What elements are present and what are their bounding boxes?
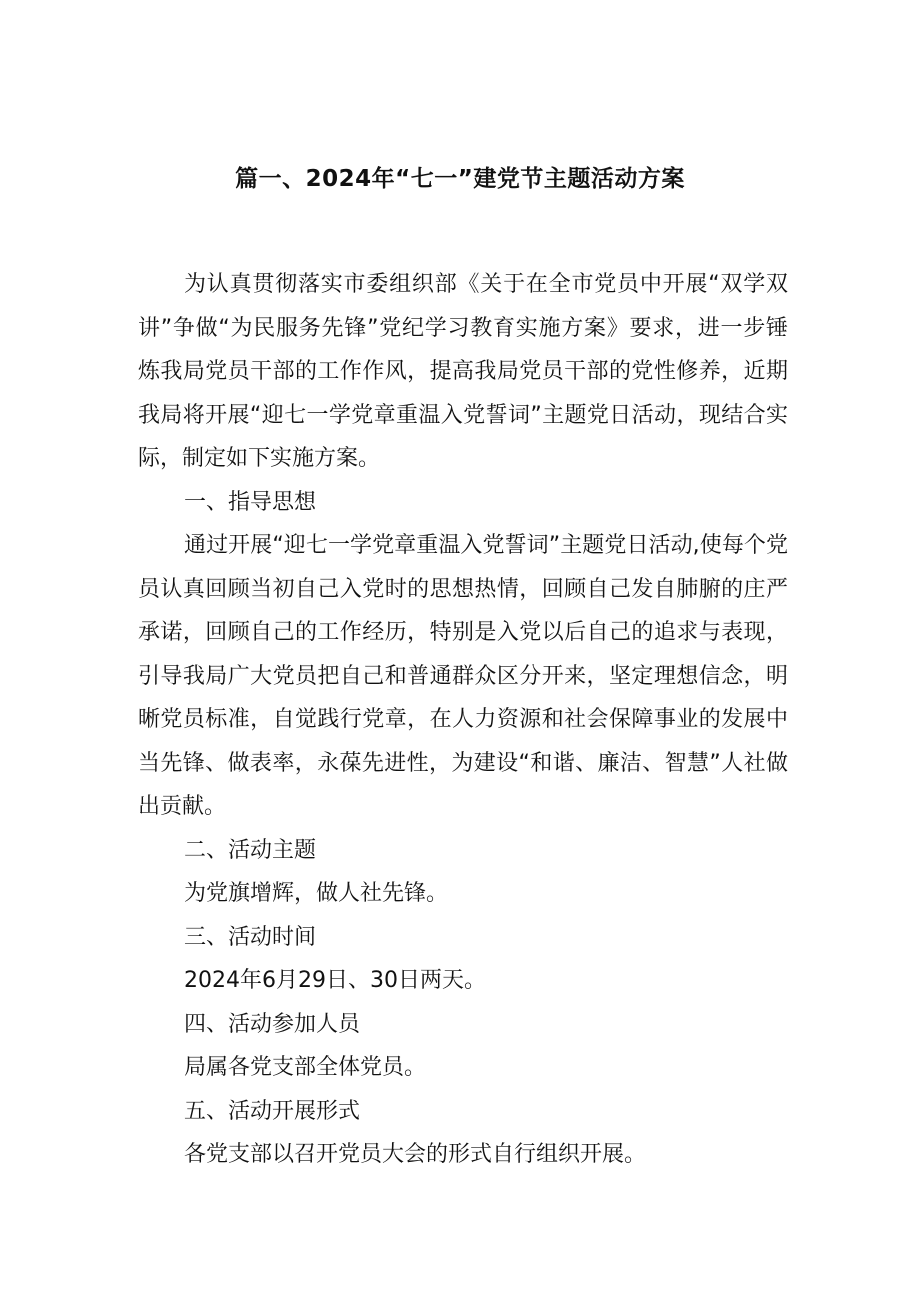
activity-theme-paragraph: 为党旗增辉，做人社先锋。 <box>184 881 449 906</box>
section-heading-guiding-thought: 一、指导思想 <box>184 489 317 515</box>
section-heading-activity-format: 五、活动开展形式 <box>184 1098 361 1124</box>
section-heading-activity-time: 三、活动时间 <box>184 924 317 950</box>
section-heading-activity-theme: 二、活动主题 <box>184 837 317 863</box>
activity-time-paragraph: 2024年6月29日、30日两天。 <box>184 968 486 993</box>
document-title: 篇一、2024年“七一”建党节主题活动方案 <box>235 166 685 192</box>
document-body <box>138 263 788 1177</box>
section-heading-participants: 四、活动参加人员 <box>184 1011 361 1037</box>
guiding-thought-paragraph: 通过开展“迎七一学党章重温入党誓词”主题党日活动,使每个党员认真回顾当初自己入党时的思想热情，回顾自己发自肺腑的庄严承诺，回顾自己的工作经历，特别是入党以后自己的追求与表现，引导我局广大党员把自己和普通群众区分开来，坚定理想信念，明晰党员标准，自觉践行党章，在人力资源和社会保障事业的发展中当先锋、做表率，永葆先进性，为建设“和谐、廉洁、智慧”人社做出贡献。 <box>138 533 788 819</box>
intro-paragraph: 为认真贯彻落实市委组织部《关于在全市党员中开展“双学双讲”争做“为民服务先锋”党纪学习教育实施方案》要求，进一步锤炼我局党员干部的工作作风，提高我局党员干部的党性修养，近期我局将开展“迎七一学党章重温入党誓词”主题党日活动，现结合实际，制定如下实施方案。 <box>138 272 788 471</box>
participants-paragraph: 局属各党支部全体党员。 <box>184 1055 427 1080</box>
activity-format-paragraph: 各党支部以召开党员大会的形式自行组织开展。 <box>184 1142 647 1167</box>
